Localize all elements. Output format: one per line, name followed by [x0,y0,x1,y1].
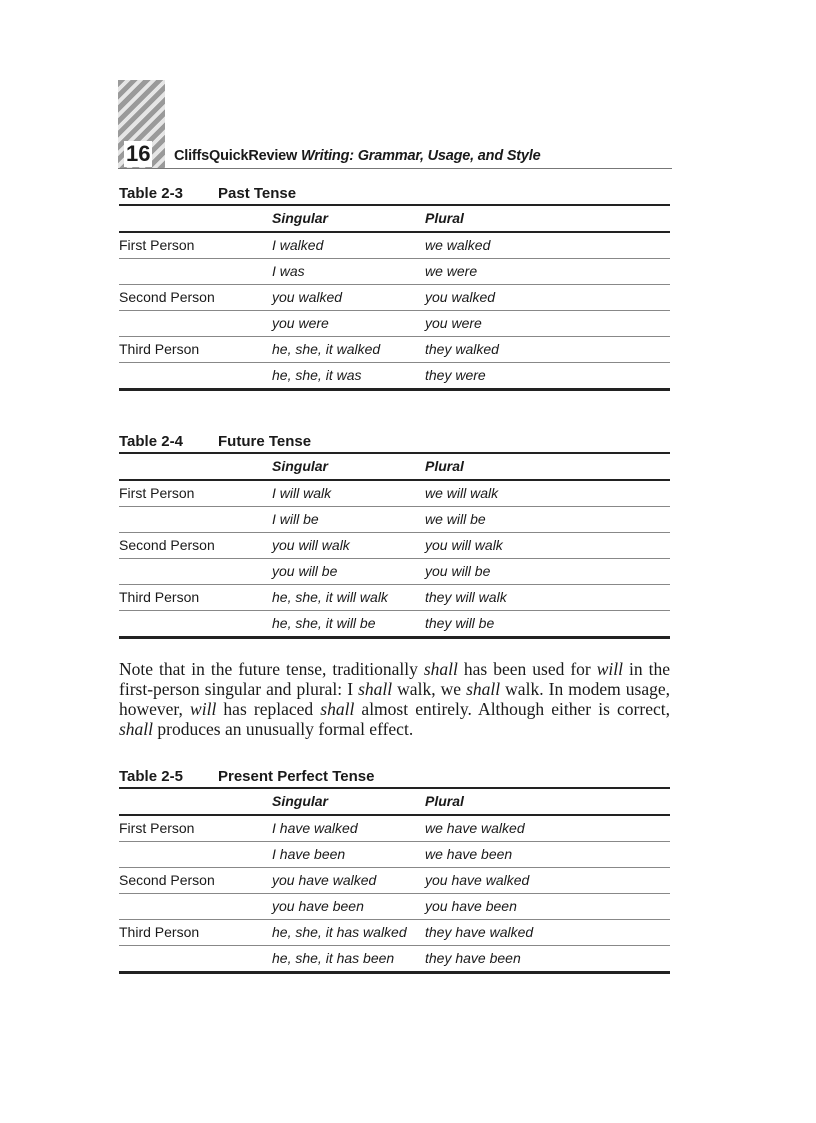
header-cell-plural: Plural [425,458,464,474]
note-emphasis: shall [358,679,393,699]
plural-cell: you have been [425,898,517,914]
singular-cell: you walked [272,289,343,305]
plural-cell: we walked [425,237,491,253]
plural-cell: you will be [425,563,491,579]
singular-cell: I walked [272,237,324,253]
table-row [119,868,670,894]
series-name: CliffsQuickReview [174,148,298,164]
table-header-row [119,206,670,233]
person-cell [119,311,272,336]
header-cell [119,206,272,231]
table-row [119,920,670,946]
person-cell [119,507,272,532]
note-text: walk. In modem usage, however, [119,679,670,719]
note-text: has replaced [216,699,321,719]
plural-cell: they walked [425,341,499,357]
plural-cell: you have walked [425,872,530,888]
table-row [119,233,670,259]
table-future-tense [119,432,670,639]
plural-cell: you will walk [425,537,503,553]
table-row [119,816,670,842]
running-title [174,148,540,164]
person-cell [119,842,272,867]
table-row [119,842,670,868]
table-title: Past Tense [218,185,297,202]
table-row [119,363,670,388]
singular-cell: you will walk [272,537,350,553]
person-cell: Third Person [119,589,200,605]
plural-cell: you walked [425,289,496,305]
person-cell [119,611,272,636]
singular-cell: you will be [272,563,338,579]
person-cell: First Person [119,820,195,836]
note-emphasis: will [190,699,217,719]
table-caption [119,432,670,452]
person-cell: Second Person [119,289,215,305]
header-cell [119,789,272,814]
plural-cell: we will be [425,511,486,527]
table-row [119,533,670,559]
plural-cell: we have walked [425,820,525,836]
note-text: produces an unusually formal effect. [153,719,414,739]
note-emphasis: shall [423,659,458,679]
table-number: Table 2-5 [119,768,183,785]
plural-cell: they will walk [425,589,507,605]
table-row [119,611,670,636]
table-row [119,311,670,337]
singular-cell: he, she, it has been [272,950,395,966]
header-cell [119,454,272,479]
table-number: Table 2-4 [119,433,183,450]
table-present-perfect-tense [119,767,670,974]
singular-cell: you have walked [272,872,377,888]
note-text: Note that in the future tense, traditionally [119,659,424,679]
plural-cell: you were [425,315,482,331]
person-cell [119,259,272,284]
table-row [119,481,670,507]
singular-cell: I have been [272,846,346,862]
note-text: almost entirely. Although either is correct, [354,699,670,719]
singular-cell: he, she, it will walk [272,589,388,605]
plural-cell: they have been [425,950,521,966]
plural-cell: they will be [425,615,495,631]
table-row [119,285,670,311]
note-emphasis: shall [320,699,355,719]
singular-cell: I have walked [272,820,358,836]
person-cell [119,894,272,919]
note-paragraph [119,659,670,739]
singular-cell: he, she, it walked [272,341,381,357]
header-cell-singular: Singular [272,210,329,226]
person-cell: Third Person [119,924,200,940]
singular-cell: I was [272,263,305,279]
table-row [119,559,670,585]
table-caption [119,184,670,204]
singular-cell: I will walk [272,485,332,501]
table-title: Present Perfect Tense [218,768,375,785]
note-emphasis: will [596,659,624,679]
person-cell: Second Person [119,537,215,553]
table-row [119,337,670,363]
plural-cell: they were [425,367,486,383]
person-cell: First Person [119,485,195,501]
note-text: walk, we [392,679,467,699]
singular-cell: he, she, it was [272,367,362,383]
person-cell [119,946,272,971]
plural-cell: they have walked [425,924,534,940]
person-cell [119,363,272,388]
header-cell-singular: Singular [272,793,329,809]
page-number: 16 [126,141,151,166]
table-title: Future Tense [218,433,312,450]
table-row [119,946,670,971]
person-cell: Second Person [119,872,215,888]
note-text: in the first-person singular and plural: I [119,659,670,699]
singular-cell: he, she, it has walked [272,924,407,940]
singular-cell: you have been [272,898,364,914]
singular-cell: you were [272,315,329,331]
person-cell [119,559,272,584]
table-row [119,585,670,611]
header-cell-plural: Plural [425,210,464,226]
table-caption [119,767,670,787]
plural-cell: we have been [425,846,513,862]
person-cell: First Person [119,237,195,253]
note-emphasis: shall [466,679,501,699]
header-cell-plural: Plural [425,793,464,809]
table-past-tense [119,184,670,391]
book-title: Writing: Grammar, Usage, and Style [300,148,541,164]
table-row [119,894,670,920]
header-cell-singular: Singular [272,458,329,474]
note-emphasis: shall [119,719,154,739]
table-number: Table 2-3 [119,185,183,202]
plural-cell: we will walk [425,485,499,501]
singular-cell: he, she, it will be [272,615,376,631]
table-row [119,259,670,285]
table-header-row [119,454,670,481]
table-row [119,507,670,533]
person-cell: Third Person [119,341,200,357]
table-header-row [119,789,670,816]
note-text: has been used for [457,659,597,679]
running-header [118,140,672,169]
plural-cell: we were [425,263,478,279]
singular-cell: I will be [272,511,319,527]
